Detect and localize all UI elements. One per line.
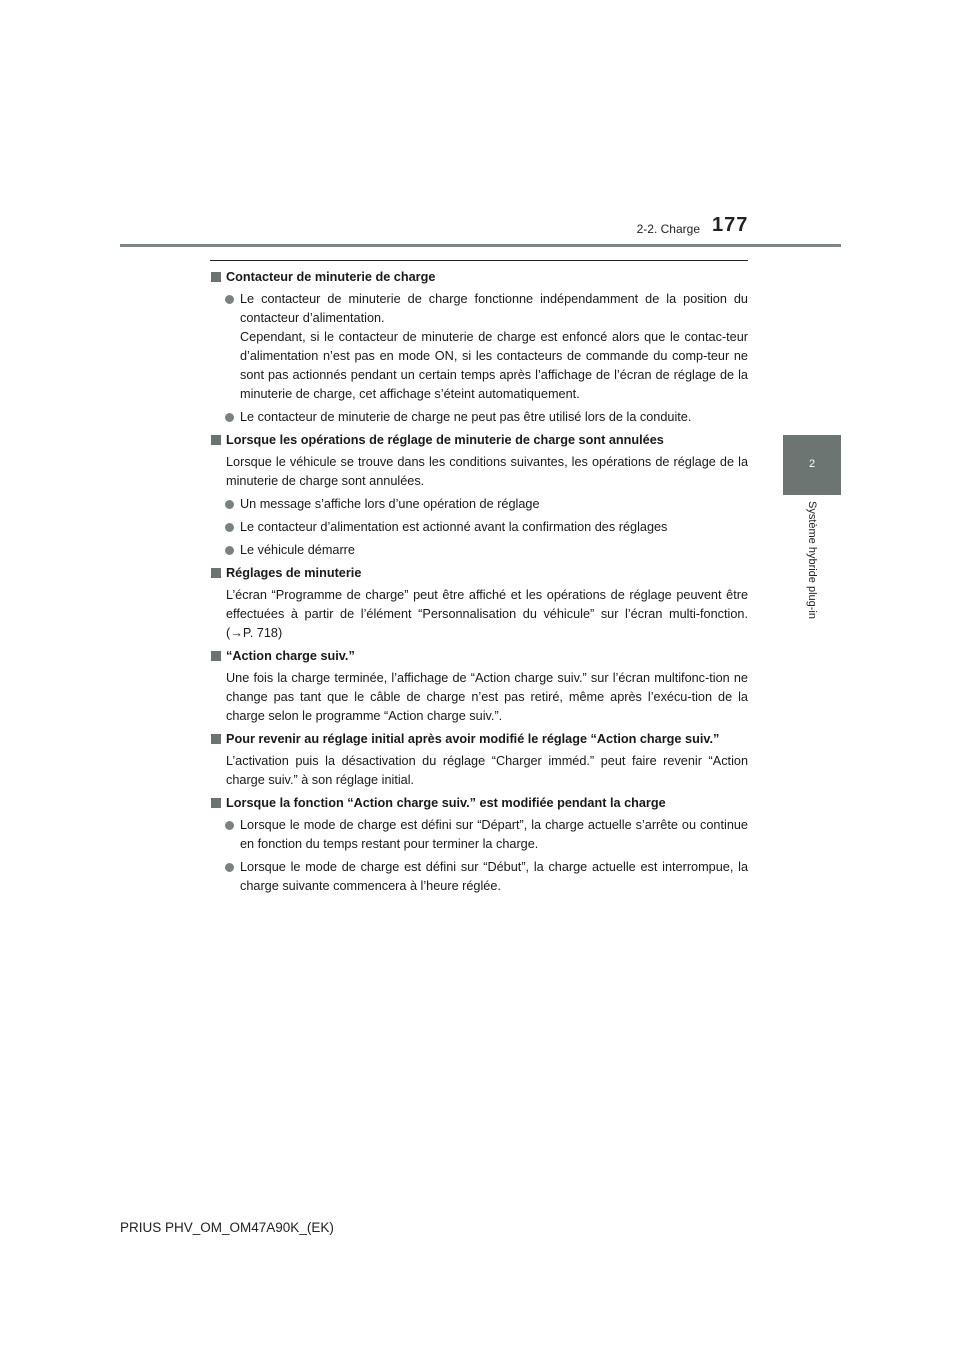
bullet-text: Le contacteur d’alimentation est actionné avant la confirmation des réglages: [240, 520, 668, 534]
section-title: Contacteur de minuterie de charge: [226, 270, 436, 284]
section-modified-during-charge: [211, 794, 748, 896]
list-item: [225, 541, 748, 560]
section-text: Lorsque le véhicule se trouve dans les conditions suivantes, les opérations de réglage de la minuterie de charge sont annulées.: [226, 455, 748, 488]
section-title: “Action charge suiv.”: [226, 649, 355, 663]
section-timer-switch: [211, 268, 748, 427]
section-next-charge-action: [211, 647, 748, 726]
square-bullet-icon: [211, 798, 221, 808]
bullet-text: Le véhicule démarre: [240, 543, 355, 557]
bullet-text: Lorsque le mode de charge est défini sur “Début”, la charge actuelle est interrompue, la charge suivante commencera à l’heure réglée.: [240, 860, 748, 893]
section-text: L’activation puis la désactivation du réglage “Charger imméd.” peut faire revenir “Action charge suiv.” à son réglage initial.: [226, 754, 748, 787]
section-title: Réglages de minuterie: [226, 566, 362, 580]
circle-bullet-icon: [225, 500, 234, 509]
list-item: [225, 290, 748, 404]
circle-bullet-icon: [225, 523, 234, 532]
header-divider: [120, 244, 841, 247]
square-bullet-icon: [211, 651, 221, 661]
list-item: [225, 816, 748, 854]
list-item: [225, 495, 748, 514]
footer-doc-code: PRIUS PHV_OM_OM47A90K_(EK): [120, 1220, 334, 1235]
list-item: [225, 408, 748, 427]
bullet-text: Le contacteur de minuterie de charge fonctionne indépendamment de la position du contacteur d’alimentation.: [240, 292, 748, 325]
bullet-text: Cependant, si le contacteur de minuterie de charge est enfoncé alors que le contac-teur d’alimentation n’est pas en mode ON, si les contacteurs de commande du comp-teur ne sont pas actionnés pendant un certain temps après l’affichage de l’écran de réglage de la minuterie de charge, cet affichage s’éteint automatiquement.: [240, 330, 748, 401]
chapter-title: Système hybride plug-in: [806, 500, 818, 620]
section-title: Pour revenir au réglage initial après avoir modifié le réglage “Action charge suiv.”: [226, 732, 720, 746]
section-cancelled-operations: [211, 431, 748, 560]
list-item: [225, 858, 748, 896]
page-number: 177: [712, 214, 749, 236]
circle-bullet-icon: [225, 295, 234, 304]
bullet-text: Un message s’affiche lors d’une opération de réglage: [240, 497, 540, 511]
content-divider: [210, 260, 748, 261]
circle-bullet-icon: [225, 863, 234, 872]
square-bullet-icon: [211, 734, 221, 744]
square-bullet-icon: [211, 568, 221, 578]
circle-bullet-icon: [225, 546, 234, 555]
section-title: Lorsque les opérations de réglage de minuterie de charge sont annulées: [226, 433, 664, 447]
section-title: Lorsque la fonction “Action charge suiv.” est modifiée pendant la charge: [226, 796, 666, 810]
square-bullet-icon: [211, 435, 221, 445]
bullet-text: Le contacteur de minuterie de charge ne peut pas être utilisé lors de la conduite.: [240, 410, 692, 424]
circle-bullet-icon: [225, 413, 234, 422]
header-section-title: 2-2. Charge: [636, 222, 700, 236]
section-text: L’écran “Programme de charge” peut être affiché et les opérations de réglage peuvent être effectuées à partir de l’élément “Personnalisation du véhicule” sur l’écran multi-fonction. (→P. 718): [226, 588, 748, 640]
section-text: Une fois la charge terminée, l’affichage de “Action charge suiv.” sur l’écran multifonc-tion ne change pas tant que le câble de charge n’est pas retiré, même après l’exécu-tion de la charge selon le programme “Action charge suiv.”.: [226, 671, 748, 723]
section-timer-settings: [211, 564, 748, 643]
circle-bullet-icon: [225, 821, 234, 830]
bullet-text: Lorsque le mode de charge est défini sur “Départ”, la charge actuelle s’arrête ou continue en fonction du temps restant pour terminer la charge.: [240, 818, 748, 851]
list-item: [225, 518, 748, 537]
chapter-tab-number: 2: [808, 458, 816, 470]
content-body: [211, 268, 748, 900]
section-reset-setting: [211, 730, 748, 790]
square-bullet-icon: [211, 272, 221, 282]
